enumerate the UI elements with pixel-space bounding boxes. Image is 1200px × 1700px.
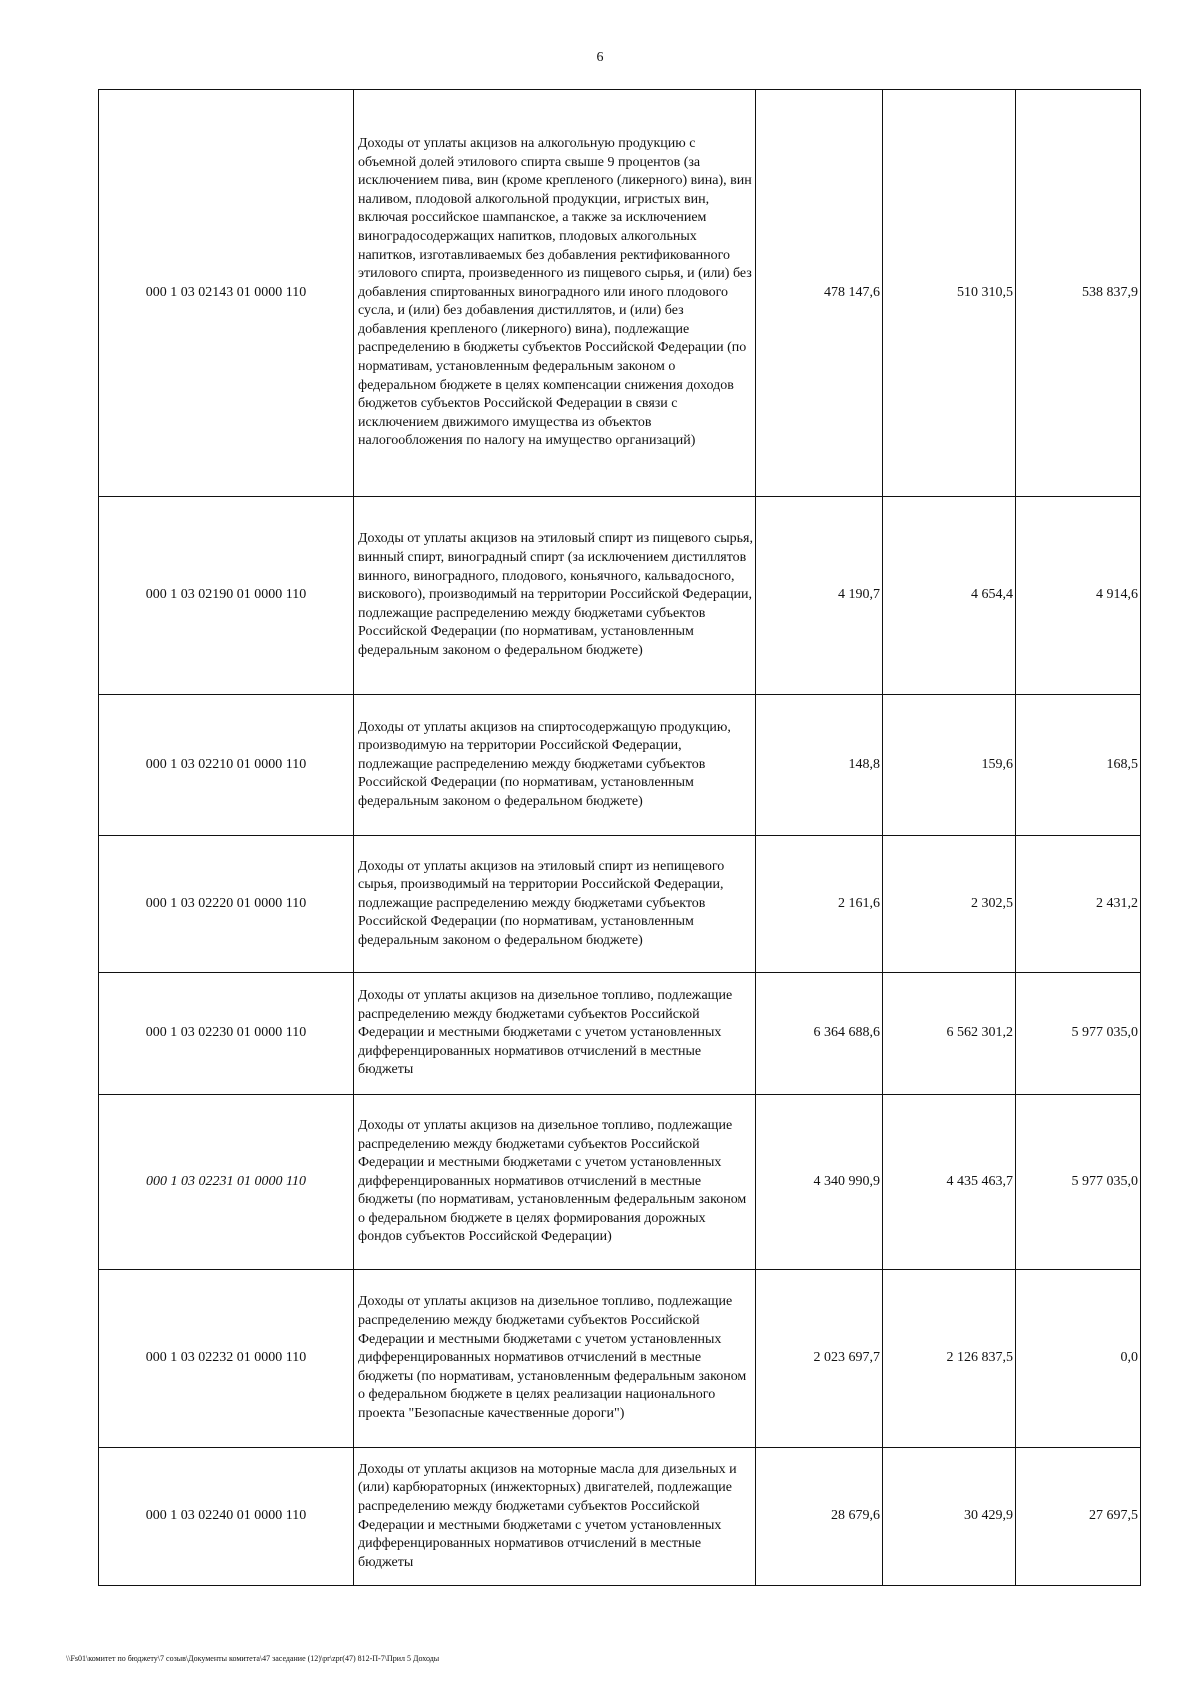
description-cell: Доходы от уплаты акцизов на дизельное топливо, подлежащие распределению между бюджетами субъектов Российской Федерации и местными бюджетами с учетом установленных дифференцированных нормативов отчислений в местные бюджеты: [354, 973, 756, 1095]
table-row: [99, 90, 1141, 497]
value-cell-1: 4 190,7: [756, 497, 883, 695]
value-cell-2: 510 310,5: [883, 90, 1016, 497]
value-cell-3: 0,0: [1016, 1270, 1141, 1448]
budget-code-cell: 000 1 03 02220 01 0000 110: [99, 836, 354, 973]
budget-code-cell: 000 1 03 02232 01 0000 110: [99, 1270, 354, 1448]
value-cell-3: 27 697,5: [1016, 1448, 1141, 1586]
description-cell: Доходы от уплаты акцизов на моторные масла для дизельных и (или) карбюраторных (инжекторных) двигателей, подлежащие распределению между бюджетами субъектов Российской Федерации и местными бюджетами с учетом установленных дифференцированных нормативов отчислений в местные бюджеты: [354, 1448, 756, 1586]
description-cell: Доходы от уплаты акцизов на спиртосодержащую продукцию, производимую на территории Российской Федерации, подлежащие распределению между бюджетами субъектов Российской Федерации (по нормативам, установленным федеральным законом о федеральном бюджете): [354, 695, 756, 836]
value-cell-1: 478 147,6: [756, 90, 883, 497]
value-cell-2: 4 435 463,7: [883, 1095, 1016, 1270]
table-row: [99, 973, 1141, 1095]
budget-code-cell: 000 1 03 02230 01 0000 110: [99, 973, 354, 1095]
value-cell-3: 538 837,9: [1016, 90, 1141, 497]
value-cell-2: 4 654,4: [883, 497, 1016, 695]
value-cell-1: 28 679,6: [756, 1448, 883, 1586]
value-cell-2: 2 126 837,5: [883, 1270, 1016, 1448]
value-cell-1: 2 023 697,7: [756, 1270, 883, 1448]
description-cell: Доходы от уплаты акцизов на алкогольную продукцию с объемной долей этилового спирта свыше 9 процентов (за исключением пива, вин (кроме крепленого (ликерного) вина), вин наливом, плодовой алкогольной продукции, игристых вин, включая российское шампанское, а также за исключением виноградосодержащих напитков, плодовых алкогольных напитков, изготавливаемых без добавления ректификованного этилового спирта, произведенного из пищевого сырья, и (или) без добавления спиртованных виноградного или иного плодового сусла, и (или) без добавления дистиллятов, и (или) без добавления крепленого (ликерного) вина), подлежащие распределению в бюджеты субъектов Российской Федерации (по нормативам, установленным федеральным законом о федеральном бюджете в целях компенсации снижения доходов бюджетов субъектов Российской Федерации в связи с исключением движимого имущества из объектов налогообложения по налогу на имущество организаций): [354, 90, 756, 497]
budget-code-cell: 000 1 03 02190 01 0000 110: [99, 497, 354, 695]
value-cell-1: 148,8: [756, 695, 883, 836]
budget-code-cell: 000 1 03 02231 01 0000 110: [99, 1095, 354, 1270]
value-cell-3: 168,5: [1016, 695, 1141, 836]
value-cell-2: 6 562 301,2: [883, 973, 1016, 1095]
value-cell-1: 4 340 990,9: [756, 1095, 883, 1270]
page-number: 6: [596, 50, 604, 65]
value-cell-2: 2 302,5: [883, 836, 1016, 973]
table-row: [99, 1095, 1141, 1270]
value-cell-1: 6 364 688,6: [756, 973, 883, 1095]
table-row: [99, 836, 1141, 973]
table-row: [99, 1270, 1141, 1448]
value-cell-2: 30 429,9: [883, 1448, 1016, 1586]
value-cell-3: 4 914,6: [1016, 497, 1141, 695]
value-cell-1: 2 161,6: [756, 836, 883, 973]
description-cell: Доходы от уплаты акцизов на этиловый спирт из пищевого сырья, винный спирт, виноградный спирт (за исключением дистиллятов винного, виноградного, плодового, коньячного, кальвадосного, вискового), производимый на территории Российской Федерации, подлежащие распределению между бюджетами субъектов Российской Федерации (по нормативам, установленным федеральным законом о федеральном бюджете): [354, 497, 756, 695]
table-row: [99, 1448, 1141, 1586]
value-cell-2: 159,6: [883, 695, 1016, 836]
budget-code-cell: 000 1 03 02240 01 0000 110: [99, 1448, 354, 1586]
table-row: [99, 695, 1141, 836]
description-cell: Доходы от уплаты акцизов на дизельное топливо, подлежащие распределению между бюджетами субъектов Российской Федерации и местными бюджетами с учетом установленных дифференцированных нормативов отчислений в местные бюджеты (по нормативам, установленным федеральным законом о федеральном бюджете в целях реализации национального проекта "Безопасные качественные дороги"): [354, 1270, 756, 1448]
description-cell: Доходы от уплаты акцизов на дизельное топливо, подлежащие распределению между бюджетами субъектов Российской Федерации и местными бюджетами с учетом установленных дифференцированных нормативов отчислений в местные бюджеты (по нормативам, установленным федеральным законом о федеральном бюджете в целях формирования дорожных фондов субъектов Российской Федерации): [354, 1095, 756, 1270]
value-cell-3: 5 977 035,0: [1016, 973, 1141, 1095]
value-cell-3: 2 431,2: [1016, 836, 1141, 973]
table-row: [99, 497, 1141, 695]
value-cell-3: 5 977 035,0: [1016, 1095, 1141, 1270]
description-cell: Доходы от уплаты акцизов на этиловый спирт из непищевого сырья, производимый на территории Российской Федерации, подлежащие распределению между бюджетами субъектов Российской Федерации (по нормативам, установленным федеральным законом о федеральном бюджете): [354, 836, 756, 973]
budget-code-cell: 000 1 03 02210 01 0000 110: [99, 695, 354, 836]
revenue-table: [98, 89, 1141, 1586]
footer-file-path: \\Fs01\комитет по бюджету\7 созыв\Документы комитета\47 заседание (12)\pr\zpr(47) 812-П-7\Прил 5 Доходы: [66, 1654, 440, 1663]
budget-code-cell: 000 1 03 02143 01 0000 110: [99, 90, 354, 497]
